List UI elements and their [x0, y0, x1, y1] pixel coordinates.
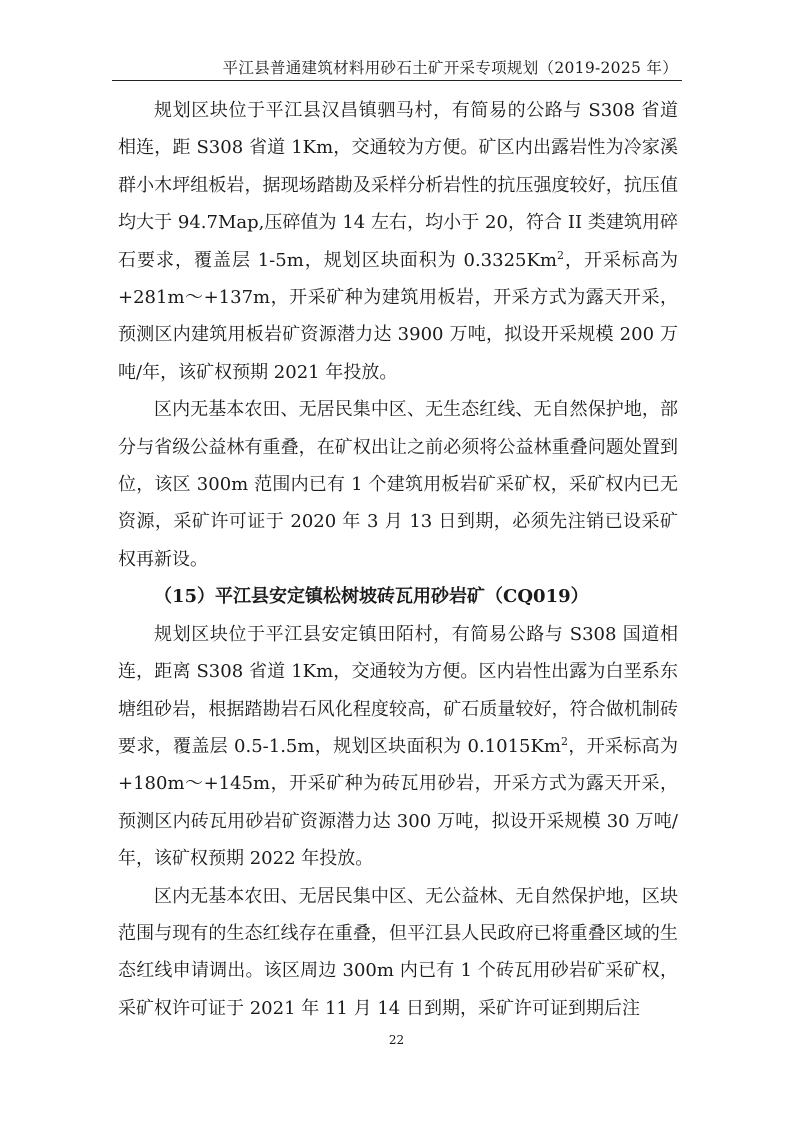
superscript-2: 2: [561, 734, 569, 748]
running-header-title: 平江县普通建筑材料用砂石土矿开采专项规划（2019-2025 年）: [222, 59, 678, 77]
superscript-2: 2: [557, 248, 564, 262]
body-content: [118, 92, 678, 1027]
paragraph-block-constraints-hanchang: 区内无基本农田、无居民集中区、无生态红线、无自然保护地，部分与省级公益林有重叠，在矿权出让之前必须将公益林重叠问题处置到位，该区 300m 范围内已有 1 个建筑用板岩矿采矿权，采矿权内已无资源，采矿许可证于 2020 年 3 月 13 日到期，必须先注销已设采矿权再新设。: [118, 399, 678, 570]
paragraph-block-constraints-anding: 区内无基本农田、无居民集中区、无公益林、无自然保护地，区块范围与现有的生态红线存在重叠，但平江县人民政府已将重叠区域的生态红线申请调出。该区周边 300m 内已有 1 个砖瓦用砂岩矿采矿权，采矿权许可证于 2021 年 11 月 14 日到期，采矿许可证到期后注: [118, 885, 678, 1019]
paragraph-text: ，开采标高为+180m～+145m，开采矿种为砖瓦用砂岩，开采方式为露天开采，预测区内砖瓦用砂岩矿资源潜力达 300 万吨，拟设开采规模 30 万吨/年，该矿权预期 2022 年投放。: [118, 735, 679, 870]
paragraph-block-location-hanchang: [118, 92, 678, 391]
header-rule: [112, 80, 682, 81]
paragraph-block-location-anding: [118, 616, 678, 878]
paragraph-text: 规划区块位于平江县汉昌镇驷马村，有简易的公路与 S308 省道相连，距 S308 省道 1Km，交通较为方便。矿区内出露岩性为冷家溪群小木坪组板岩，据现场踏勘及采样分析岩性的抗压强度较好，抗压值均大于 94.7Map,压碎值为 14 左右，均小于 20，符合 II 类建筑用碎石要求，覆盖层 1-5m，规划区块面积为 0.3325Km: [118, 100, 678, 271]
page-number: 22: [388, 1033, 405, 1047]
section-heading-15: （15）平江县安定镇松树坡砖瓦用砂岩矿（CQ019）: [154, 586, 589, 608]
paragraph-text: ，开采标高为+281m～+137m，开采矿种为建筑用板岩，开采方式为露天开采，预测区内建筑用板岩矿资源潜力达 3900 万吨，拟设开采规模 200 万吨/年，该矿权预期 2021 年投放。: [118, 249, 678, 383]
paragraph-text: 规划区块位于平江县安定镇田陌村，有简易公路与 S308 国道相连，距离 S308 省道 1Km，交通较为方便。区内岩性出露为白垩系东塘组砂岩，根据踏勘岩石风化程度较高，矿石质量较好，符合做机制砖要求，覆盖层 0.5-1.5m，规划区块面积为 0.1015Km: [118, 623, 678, 757]
